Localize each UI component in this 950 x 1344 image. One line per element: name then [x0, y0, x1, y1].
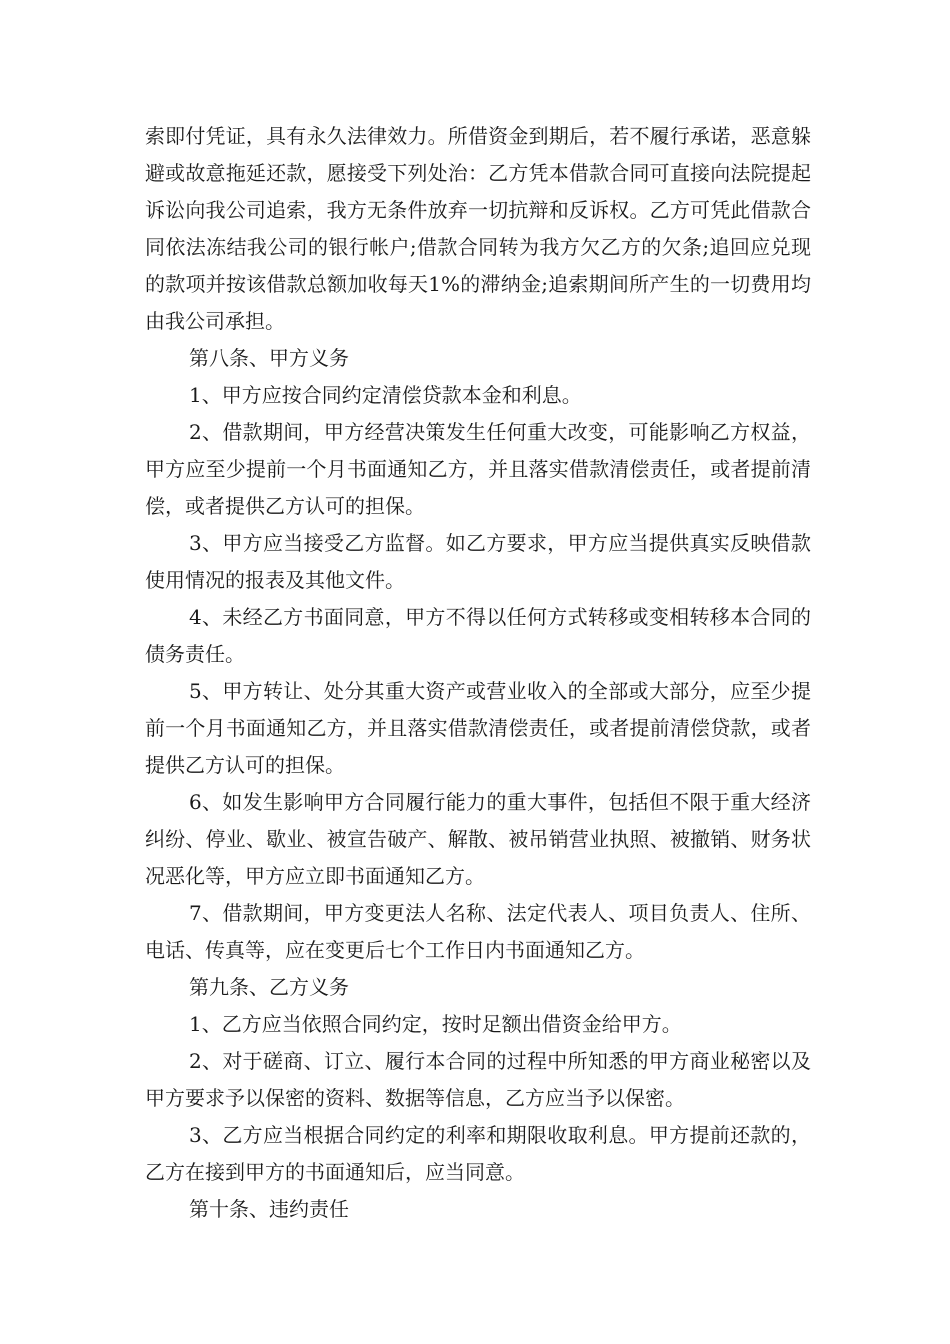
clause-item: 6、如发生影响甲方合同履行能力的重大事件，包括但不限于重大经济纠纷、停业、歇业、被宣告破产、解散、被吊销营业执照、被撤销、财务状况恶化等，甲方应立即书面通知乙方。 [145, 790, 811, 888]
clause-item: 5、甲方转让、处分其重大资产或营业收入的全部或大部分，应至少提前一个月书面通知乙方，并且落实借款清偿责任，或者提前清偿贷款，或者提供乙方认可的担保。 [145, 679, 811, 777]
document-page [145, 118, 811, 1228]
paragraph-continuation: 索即付凭证，具有永久法律效力。所借资金到期后，若不履行承诺，恶意躲避或故意拖延还款，愿接受下列处治：乙方凭本借款合同可直接向法院提起诉讼向我公司追索，我方无条件放弃一切抗辩和反诉权。乙方可凭此借款合同依法冻结我公司的银行帐户;借款合同转为我方欠乙方的欠条;追回应兑现的款项并按该借款总额加收每天1%的滞纳金;追索期间所产生的一切费用均由我公司承担。 [145, 124, 811, 333]
clause-item: 3、甲方应当接受乙方监督。如乙方要求，甲方应当提供真实反映借款使用情况的报表及其他文件。 [145, 531, 811, 592]
section-heading-10: 第十条、违约责任 [189, 1197, 349, 1221]
clause-item: 4、未经乙方书面同意，甲方不得以任何方式转移或变相转移本合同的债务责任。 [145, 605, 811, 666]
clause-item: 2、借款期间，甲方经营决策发生任何重大改变，可能影响乙方权益，甲方应至少提前一个月书面通知乙方，并且落实借款清偿责任，或者提前清偿，或者提供乙方认可的担保。 [145, 420, 811, 518]
section-heading-8: 第八条、甲方义务 [189, 346, 349, 370]
clause-item: 1、甲方应按合同约定清偿贷款本金和利息。 [189, 383, 582, 407]
clause-item: 1、乙方应当依照合同约定，按时足额出借资金给甲方。 [189, 1012, 682, 1036]
section-heading-9: 第九条、乙方义务 [189, 975, 349, 999]
clause-item: 7、借款期间，甲方变更法人名称、法定代表人、项目负责人、住所、电话、传真等，应在变更后七个工作日内书面通知乙方。 [145, 901, 811, 962]
clause-item: 3、乙方应当根据合同约定的利率和期限收取利息。甲方提前还款的，乙方在接到甲方的书面通知后，应当同意。 [145, 1123, 811, 1184]
clause-item: 2、对于磋商、订立、履行本合同的过程中所知悉的甲方商业秘密以及甲方要求予以保密的资料、数据等信息，乙方应当予以保密。 [145, 1049, 811, 1110]
